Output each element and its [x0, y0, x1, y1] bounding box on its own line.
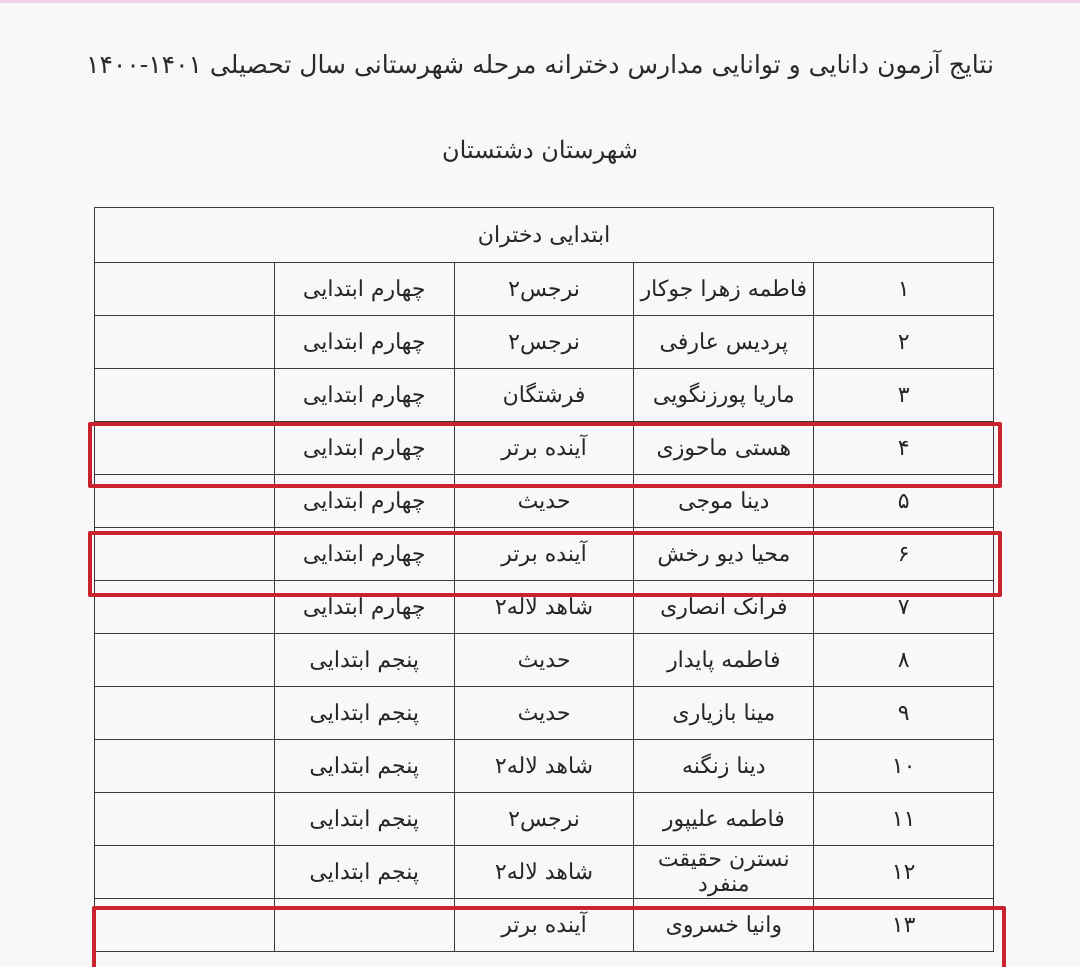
document-subtitle: شهرستان دشتستان — [442, 136, 638, 164]
school-name-cell: حدیث — [454, 634, 634, 687]
row-number-cell: ۱۳ — [814, 899, 994, 952]
empty-cell — [95, 634, 275, 687]
student-name-cell: هستی ماحوزی — [634, 422, 814, 475]
school-name-cell: نرجس۲ — [454, 263, 634, 316]
student-name-cell: مینا بازیاری — [634, 687, 814, 740]
table-row — [95, 846, 994, 899]
school-name-cell: شاهد لاله۲ — [454, 740, 634, 793]
empty-cell — [95, 369, 275, 422]
table-row — [95, 528, 994, 581]
student-name-cell: فرانک انصاری — [634, 581, 814, 634]
school-name-cell: نرجس۲ — [454, 793, 634, 846]
empty-cell — [95, 316, 275, 369]
row-number-cell: ۱۱ — [814, 793, 994, 846]
table-row — [95, 634, 994, 687]
grade-cell: پنجم ابتدایی — [274, 634, 454, 687]
row-number-cell: ۹ — [814, 687, 994, 740]
row-number-cell: ۵ — [814, 475, 994, 528]
school-name-cell: آینده برتر — [454, 422, 634, 475]
grade-cell: پنجم ابتدایی — [274, 687, 454, 740]
empty-cell — [95, 263, 275, 316]
empty-cell — [95, 793, 275, 846]
table-row — [95, 316, 994, 369]
row-number-cell: ۳ — [814, 369, 994, 422]
empty-cell — [95, 687, 275, 740]
grade-cell: چهارم ابتدایی — [274, 263, 454, 316]
school-name-cell: حدیث — [454, 475, 634, 528]
grade-cell: چهارم ابتدایی — [274, 422, 454, 475]
row-number-cell: ۲ — [814, 316, 994, 369]
school-name-cell: حدیث — [454, 687, 634, 740]
table-row — [95, 263, 994, 316]
school-name-cell: فرشتگان — [454, 369, 634, 422]
table-row — [95, 687, 994, 740]
school-name-cell: نرجس۲ — [454, 316, 634, 369]
student-name-cell: فاطمه علیپور — [634, 793, 814, 846]
row-number-cell: ۶ — [814, 528, 994, 581]
table-row — [95, 740, 994, 793]
grade-cell: پنجم ابتدایی — [274, 793, 454, 846]
row-number-cell: ۸ — [814, 634, 994, 687]
student-name-cell: ماریا پورزنگویی — [634, 369, 814, 422]
student-name-cell: دینا زنگنه — [634, 740, 814, 793]
grade-cell: چهارم ابتدایی — [274, 581, 454, 634]
school-name-cell: آینده برتر — [454, 899, 634, 952]
empty-cell — [95, 528, 275, 581]
table-row — [95, 793, 994, 846]
student-name-cell: دینا موجی — [634, 475, 814, 528]
school-name-cell: شاهد لاله۲ — [454, 581, 634, 634]
empty-cell — [95, 422, 275, 475]
table-row — [95, 369, 994, 422]
student-name-cell: نسترن حقیقت منفرد — [634, 846, 814, 899]
grade-cell: چهارم ابتدایی — [274, 475, 454, 528]
grade-cell: پنجم ابتدایی — [274, 846, 454, 899]
table-row — [95, 899, 994, 952]
row-number-cell: ۱۲ — [814, 846, 994, 899]
row-number-cell: ۷ — [814, 581, 994, 634]
student-name-cell: وانیا خسروی — [634, 899, 814, 952]
empty-cell — [95, 899, 275, 952]
student-name-cell: فاطمه زهرا جوکار — [634, 263, 814, 316]
grade-cell: پنجم ابتدایی — [274, 740, 454, 793]
grade-cell: چهارم ابتدایی — [274, 528, 454, 581]
table-row — [95, 475, 994, 528]
table-header-row — [95, 208, 994, 263]
empty-cell — [95, 581, 275, 634]
table-row — [95, 581, 994, 634]
grade-cell: چهارم ابتدایی — [274, 316, 454, 369]
row-number-cell: ۱۰ — [814, 740, 994, 793]
student-name-cell: پردیس عارفی — [634, 316, 814, 369]
grade-cell: چهارم ابتدایی — [274, 369, 454, 422]
results-table — [94, 207, 994, 952]
row-number-cell: ۱ — [814, 263, 994, 316]
student-name-cell: محیا دیو رخش — [634, 528, 814, 581]
school-name-cell: شاهد لاله۲ — [454, 846, 634, 899]
empty-cell — [95, 740, 275, 793]
row-number-cell: ۴ — [814, 422, 994, 475]
empty-cell — [95, 846, 275, 899]
table-header-cell: ابتدایی دختران — [95, 208, 994, 263]
empty-cell — [95, 475, 275, 528]
table-row — [95, 422, 994, 475]
school-name-cell: آینده برتر — [454, 528, 634, 581]
grade-cell — [274, 899, 454, 952]
top-divider — [0, 0, 1080, 3]
student-name-cell: فاطمه پایدار — [634, 634, 814, 687]
document-title: نتایج آزمون دانایی و توانایی مدارس دخترانه مرحله شهرستانی سال تحصیلی ۱۴۰۱-۱۴۰۰ — [86, 50, 994, 79]
